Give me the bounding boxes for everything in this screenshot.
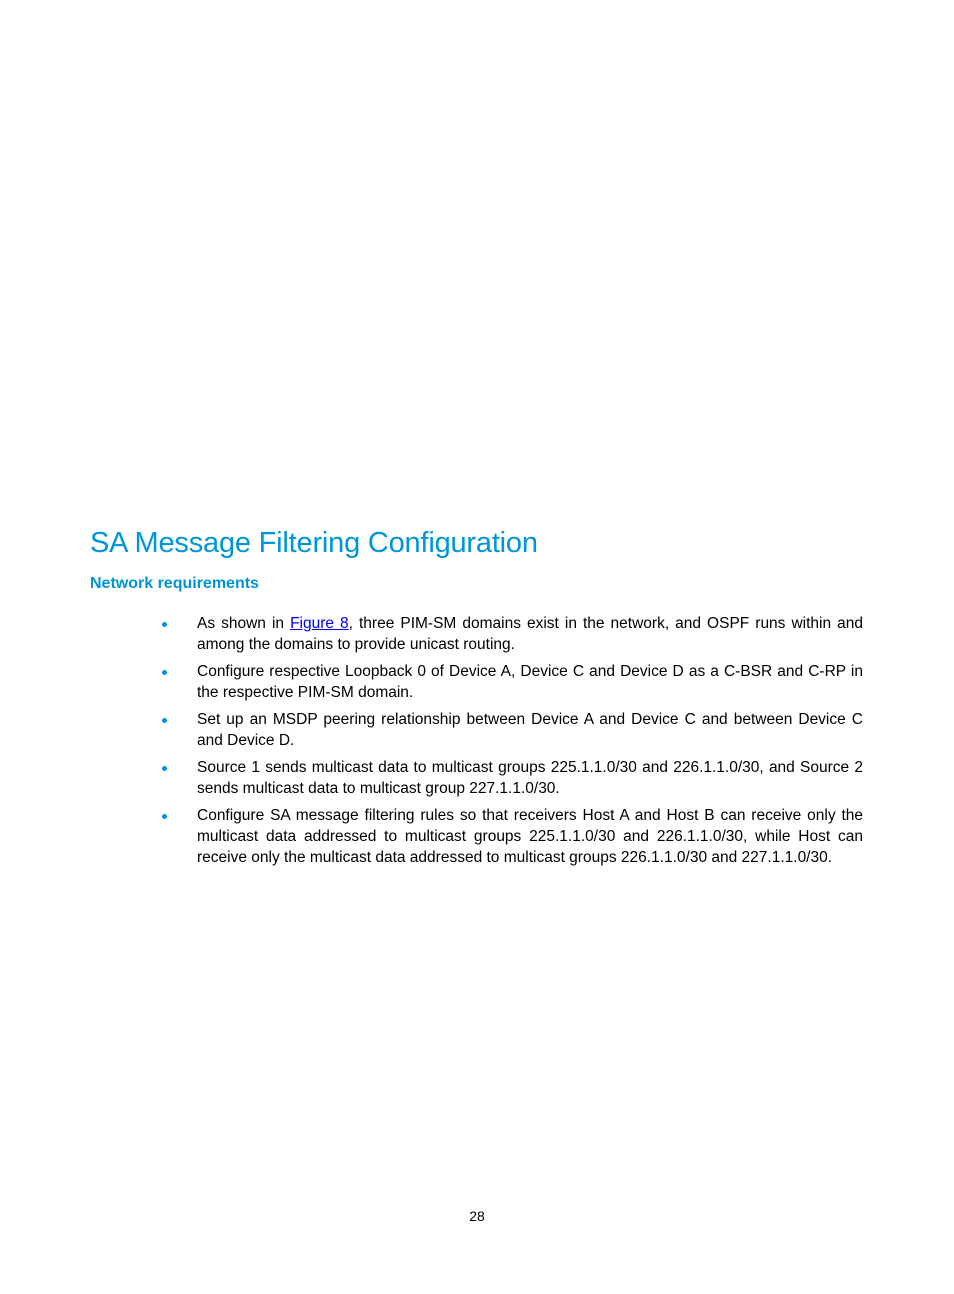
list-item-text: Configure respective Loopback 0 of Device A, Device C and Device D as a C-BSR and C-RP in the respective PIM-SM domain. — [197, 663, 863, 701]
figure-8-link[interactable]: Figure 8 — [290, 615, 349, 632]
list-item — [157, 709, 863, 751]
list-item — [157, 805, 863, 868]
bullet-dot-icon — [162, 814, 167, 819]
list-item — [157, 757, 863, 799]
list-item-text: As shown in — [197, 615, 291, 632]
list-item-text: Source 1 sends multicast data to multicast groups 225.1.1.0/30 and 226.1.1.0/30, and Source 2 sends multicast data to multicast group 227.1.1.0/30. — [197, 759, 863, 797]
list-item-text: Set up an MSDP peering relationship between Device A and Device C and between Device C and Device D. — [197, 711, 863, 749]
section-heading: Network requirements — [90, 575, 259, 592]
bullet-dot-icon — [162, 622, 167, 627]
list-item-text: , three PIM-SM domains exist in the network, and OSPF runs within and among the domains to provide unicast routing. — [197, 615, 863, 653]
list-item-text: Configure SA message filtering rules so that receivers Host A and Host B can receive only the multicast data addressed to multicast groups 225.1.1.0/30 and 226.1.1.0/30, while Host can receive only the multicast data addressed to multicast groups 226.1.1.0/30 and 227.1.1.0/30. — [197, 807, 863, 866]
bullet-dot-icon — [162, 718, 167, 723]
page-number: 28 — [469, 1208, 485, 1224]
list-item — [157, 613, 863, 655]
page-title: SA Message Filtering Configuration — [90, 527, 538, 559]
bullet-dot-icon — [162, 670, 167, 675]
list-item — [157, 661, 863, 703]
bullet-dot-icon — [162, 766, 167, 771]
requirements-list — [157, 613, 863, 874]
